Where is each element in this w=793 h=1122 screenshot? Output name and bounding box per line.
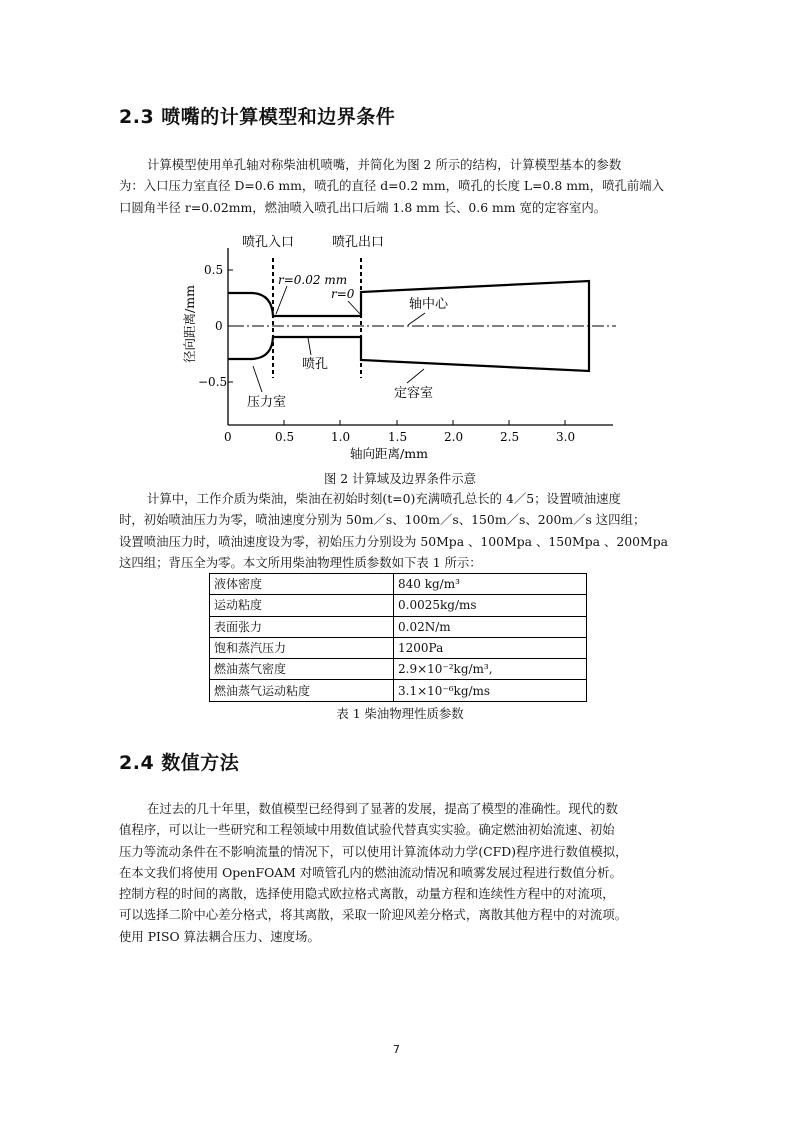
paragraph-line: 口圆角半径 r=0.02mm，燃油喷入喷孔出口后端 1.8 mm 长、0.6 mm 宽的定容室内。: [119, 199, 607, 215]
paragraph-line: 这四组；背压全为零。本文所用柴油物理性质参数如下表 1 所示：: [119, 554, 482, 570]
table-row: [210, 574, 587, 595]
paragraph-line: 在过去的几十年里，数值模型已经得到了显著的发展，提高了模型的准确性。现代的数: [147, 801, 618, 816]
paragraph-line: 计算模型使用单孔轴对称柴油机喷嘴，并简化为图 2 所示的结构，计算模型基本的参数: [147, 157, 622, 172]
property-value-cell: 0.0025kg/ms: [394, 595, 587, 616]
property-value-cell: 840 kg/m³: [394, 574, 587, 595]
section-2-3-heading: 2.3 喷嘴的计算模型和边界条件: [119, 106, 396, 128]
y-tick-label: 0.5: [204, 263, 224, 277]
round-radius-pointer: [276, 286, 287, 314]
x-tick-label: 1.5: [388, 430, 408, 444]
property-name-cell: 饱和蒸汽压力: [210, 637, 394, 658]
x-tick-label: 2.5: [500, 430, 520, 444]
inlet-label: 喷孔入口: [242, 235, 295, 250]
section-2-4-heading: 2.4 数值方法: [119, 752, 240, 774]
x-tick-label: 1.0: [331, 430, 351, 444]
paragraph-line: 值程序，可以让一些研究和工程领域中用数值试验代替真实实验。确定燃油初始流速、初始: [119, 822, 615, 838]
paragraph-line: 控制方程的时间的离散，选择使用隐式欧拉格式离散，动量方程和连续性方程中的对流项，: [119, 886, 615, 902]
property-name-cell: 燃油蒸气密度: [210, 659, 394, 680]
x-tick-label: 3.0: [556, 430, 576, 444]
property-name-cell: 液体密度: [210, 574, 394, 595]
property-name-cell: 运动粘度: [210, 595, 394, 616]
property-value-cell: 1200Pa: [394, 637, 587, 658]
hole-label: 喷孔: [302, 357, 329, 372]
figure-caption: 图 2 计算域及边界条件示意: [323, 471, 477, 486]
paragraph-line: 时，初始喷油压力为零，喷油速度分别为 50m／s、100m／s、150m／s、200m／s 这四组；: [119, 512, 646, 528]
table-row: [210, 659, 587, 680]
table-row: [210, 595, 587, 616]
table-row: [210, 616, 587, 637]
paragraph-line: 为：入口压力室直径 D=0.6 mm，喷孔的直径 d=0.2 mm，喷孔的长度 L=0.8 mm，喷孔前端入: [119, 178, 665, 194]
round-radius-label: r=0.02 mm: [278, 273, 348, 287]
pressure-chamber-pointer: [253, 366, 262, 392]
property-name-cell: 表面张力: [210, 616, 394, 637]
paragraph-line: 计算中，工作介质为柴油，柴油在初始时刻(t=0)充满喷孔总长的 4／5；设置喷油速度: [147, 491, 621, 506]
property-value-cell: 2.9×10⁻²kg/m³,: [394, 659, 587, 680]
table-row: [210, 680, 587, 701]
sharp-radius-label: r=0: [331, 287, 355, 301]
x-ticks: [284, 420, 565, 425]
nozzle-geometry-figure: [180, 228, 620, 463]
property-value-cell: 3.1×10⁻⁶kg/ms: [394, 680, 587, 701]
chamber-label: 定容室: [394, 386, 434, 401]
y-axis-title: 径向距离/mm: [182, 285, 197, 363]
x-tick-label: 0.5: [275, 430, 295, 444]
sharp-radius-pointer: [348, 301, 360, 314]
axis-center-label: 轴中心: [409, 297, 449, 312]
diesel-properties-table: [209, 573, 587, 702]
x-tick-label: 0: [224, 430, 232, 444]
chamber-pointer: [407, 369, 424, 383]
numerical-method-paragraph: [119, 798, 681, 947]
y-tick-label: −0.5: [198, 375, 228, 389]
paragraph-line: 可以选择二阶中心差分格式，将其离散，采取一阶迎风差分格式，离散其他方程中的对流项。: [119, 907, 628, 923]
y-tick-label: 0: [215, 319, 223, 333]
hole-pointer: [308, 338, 311, 355]
table-row: [210, 637, 587, 658]
paragraph-line: 在本文我们将使用 OpenFOAM 对喷管孔内的燃油流动情况和喷雾发展过程进行数值分析。: [119, 864, 622, 880]
table-caption: 表 1 柴油物理性质参数: [336, 706, 464, 721]
paragraph-line: 压力等流动条件在不影响流量的情况下，可以使用计算流体动力学(CFD)程序进行数值模拟，: [119, 843, 628, 859]
x-axis-title: 轴向距离/mm: [350, 446, 428, 461]
pressure-chamber-label: 压力室: [247, 395, 287, 410]
page-number: 7: [393, 1043, 400, 1056]
property-value-cell: 0.02N/m: [394, 616, 587, 637]
model-description-paragraph: [119, 154, 681, 218]
axis-center-pointer: [408, 313, 425, 325]
outlet-label: 喷孔出口: [332, 235, 385, 250]
working-medium-paragraph: [119, 488, 681, 573]
x-tick-label: 2.0: [444, 430, 464, 444]
property-name-cell: 燃油蒸气运动粘度: [210, 680, 394, 701]
paragraph-line: 使用 PISO 算法耦合压力、速度场。: [119, 928, 320, 944]
paragraph-line: 设置喷油压力时，喷油速度设为零，初始压力分别设为 50Mpa 、100Mpa 、150Mpa 、200Mpa: [119, 533, 669, 549]
